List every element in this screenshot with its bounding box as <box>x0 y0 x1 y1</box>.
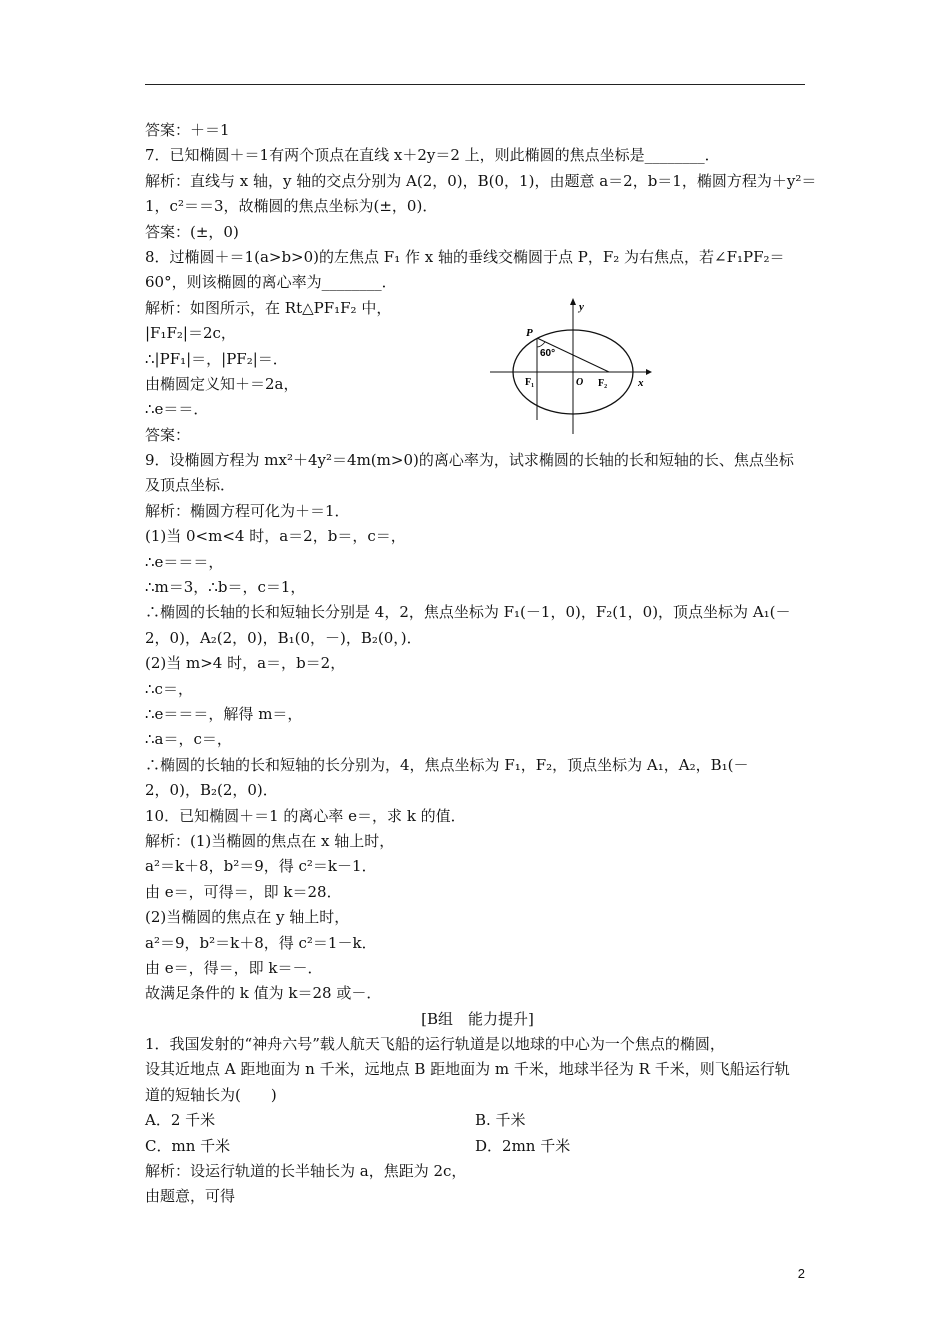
text-line: ∴c＝， <box>145 679 193 698</box>
text-line: 解析：如图所示，在 Rt△PF₁F₂ 中， <box>145 298 392 317</box>
page-number: 2 <box>797 1266 805 1281</box>
text-line: 解析：椭圆方程可化为＋＝1． <box>145 501 350 520</box>
text-line: (1)当 0<m<4 时，a＝2，b＝，c＝， <box>145 527 406 546</box>
text-line: ∴e＝＝＝， <box>145 552 224 571</box>
label-angle: 60° <box>540 348 556 359</box>
text-line: 7．已知椭圆＋＝1有两个顶点在直线 x＋2y＝2 上，则此椭圆的焦点坐标是________． <box>145 146 720 165</box>
text-line: 答案：＋＝1 <box>145 121 230 139</box>
text-line: ∴|PF₁|＝，|PF₂|＝． <box>145 349 288 368</box>
ellipse-figure <box>488 296 653 436</box>
text-line: 2，0)，A₂(2，0)，B₁(0，－)，B₂(0，)． <box>145 628 422 647</box>
text-line: 答案： <box>145 425 191 444</box>
text-line: ∴a＝，c＝， <box>145 730 232 749</box>
text-line: (2)当 m>4 时，a＝，b＝2， <box>145 654 346 673</box>
text-line: ∴m＝3，∴b＝，c＝1， <box>145 578 306 597</box>
text-line: 10．已知椭圆＋＝1 的离心率 e＝，求 k 的值． <box>145 806 466 825</box>
text-line: ∴e＝＝＝，解得 m＝， <box>145 704 303 723</box>
document-body <box>145 118 817 1210</box>
label-o: O <box>576 377 584 388</box>
text-line: 解析：(1)当椭圆的焦点在 x 轴上时， <box>145 831 395 850</box>
header-rule <box>145 84 805 85</box>
choice-b: B. 千米 <box>475 1111 526 1130</box>
text-line: |F₁F₂|＝2c， <box>145 324 236 343</box>
text-line: 道的短轴长为( ) <box>145 1085 277 1104</box>
text-line: 1，c²＝＝3，故椭圆的焦点坐标为(±，0)． <box>145 197 438 216</box>
text-line: ∴椭圆的长轴的长和短轴的长分别为，4，焦点坐标为 F₁，F₂，顶点坐标为 A₁，A₂，B₁(－ <box>145 755 749 774</box>
text-line: a²＝k＋8，b²＝9，得 c²＝k－1． <box>145 857 377 876</box>
x-axis-arrow <box>646 369 652 375</box>
label-f1: F₁ <box>525 377 535 388</box>
text-line: 解析：设运行轨道的长半轴长为 a，焦距为 2c， <box>145 1162 467 1181</box>
y-axis-arrow <box>570 298 576 305</box>
text-line: 2，0)，B₂(2，0)． <box>145 781 278 800</box>
text-line: 设其近地点 A 距地面为 n 千米，远地点 B 距地面为 m 千米，地球半径为 R 千米，则飞船运行轨 <box>145 1060 790 1079</box>
text-line: 由椭圆定义知＋＝2a， <box>145 374 299 393</box>
angle-mark <box>537 342 545 347</box>
text-line: 9．设椭圆方程为 mx²＋4y²＝4m(m>0)的离心率为，试求椭圆的长轴的长和短轴的长、焦点坐标 <box>145 451 794 470</box>
label-y: y <box>579 301 584 313</box>
choice-row <box>145 1108 810 1133</box>
choice-c: C．mn 千米 <box>145 1136 231 1155</box>
label-f2: F₂ <box>598 378 608 389</box>
text-line: 故满足条件的 k 值为 k＝28 或－． <box>145 984 382 1003</box>
text-line: a²＝9，b²＝k＋8，得 c²＝1－k． <box>145 933 377 952</box>
text-line: ∴e＝＝． <box>145 400 209 419</box>
text-line: 及顶点坐标． <box>145 476 236 495</box>
label-p: P <box>526 327 533 339</box>
text-line: 解析：直线与 x 轴，y 轴的交点分别为 A(2，0)，B(0，1)，由题意 a＝2，b＝1，椭圆方程为＋y²＝ <box>145 171 817 190</box>
choice-a: A．2 千米 <box>145 1111 216 1130</box>
text-line: 60°，则该椭圆的离心率为________． <box>145 273 397 292</box>
text-line: 由 e＝，得＝，即 k＝－． <box>145 958 323 977</box>
text-line: 由题意，可得 <box>145 1187 236 1206</box>
text-line: 1．我国发射的“神舟六号”载人航天飞船的运行轨道是以地球的中心为一个焦点的椭圆， <box>145 1035 725 1054</box>
text-line: 答案：(±，0) <box>145 222 239 241</box>
section-title: [B组 能力提升] <box>421 1009 534 1028</box>
choice-d: D．2mn 千米 <box>475 1136 571 1155</box>
text-line: ∴椭圆的长轴的长和短轴长分别是 4，2，焦点坐标为 F₁(－1，0)，F₂(1，0)，顶点坐标为 A₁(－ <box>145 603 791 622</box>
label-x: x <box>638 377 644 389</box>
text-line: 由 e＝，可得＝，即 k＝28． <box>145 882 342 901</box>
choice-row <box>145 1134 810 1159</box>
text-line: 8．过椭圆＋＝1(a>b>0)的左焦点 F₁ 作 x 轴的垂线交椭圆于点 P，F₂ 为右焦点，若∠F₁PF₂＝ <box>145 247 785 266</box>
text-line: (2)当椭圆的焦点在 y 轴上时， <box>145 908 350 927</box>
